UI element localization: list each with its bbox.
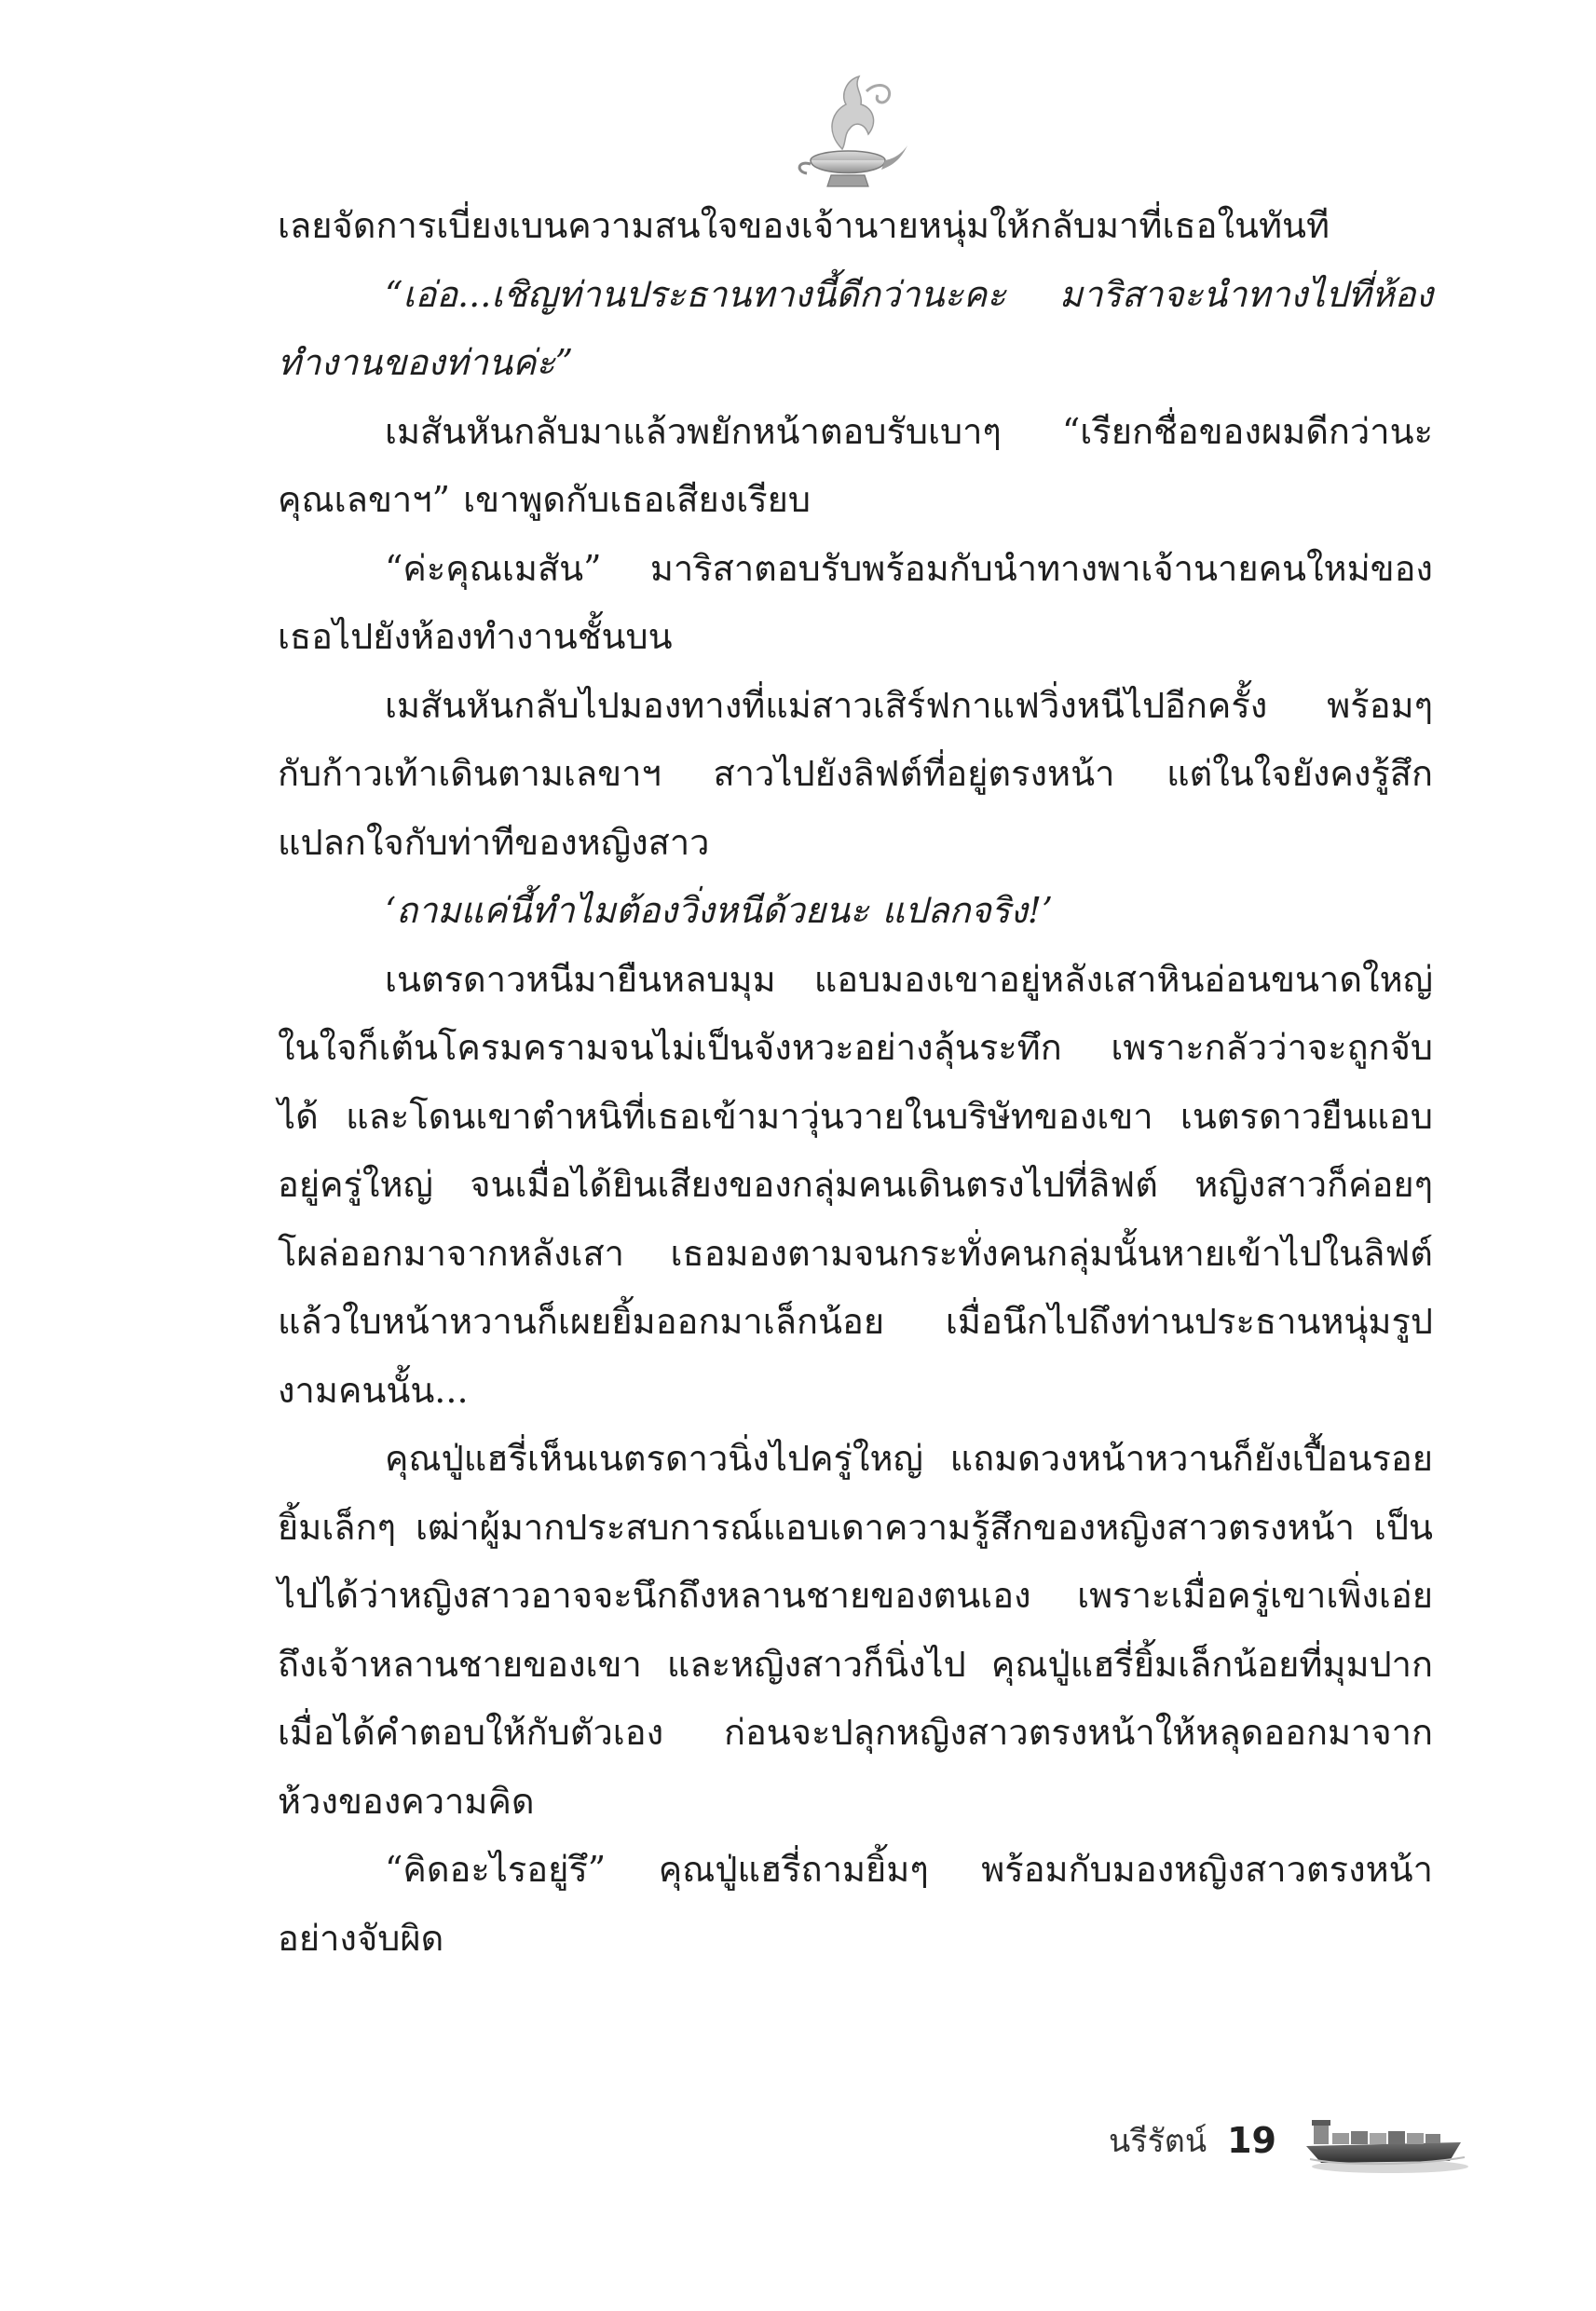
cargo-ship-icon bbox=[1301, 2105, 1468, 2176]
paragraph: เลยจัดการเบี่ยงเบนความสนใจของเจ้านายหนุ่มให้กลับมาที่เธอในทันที bbox=[278, 205, 1330, 246]
paragraph: เนตรดาวหนีมายืนหลบมุม แอบมองเขาอยู่หลังเสาหินอ่อนขนาดใหญ่ ในใจก็เต้นโครมครามจนไม่เป็นจังหวะอย่างลุ้นระทึก เพราะกลัวว่าจะถูกจับได้ และโดนเขาตำหนิที่เธอเข้ามาวุ่นวายในบริษัทของเขา เนตรดาวยืนแอบอยู่ครู่ใหญ่ จนเมื่อได้ยินเสียงของกลุ่มคนเดินตรงไปที่ลิฟต์ หญิงสาวก็ค่อยๆ โผล่ออกมาจากหลังเสา เธอมองตามจนกระทั่งคนกลุ่มนั้นหายเข้าไปในลิฟต์ แล้วใบหน้าหวานก็เผยยิ้มออกมาเล็กน้อย เมื่อนึกไปถึงท่านประธานหนุ่มรูปงามคนนั้น... bbox=[278, 958, 1433, 1411]
paragraph: “คิดอะไรอยู่รึ” คุณปู่แฮรี่ถามยิ้มๆ พร้อมกับมองหญิงสาวตรงหน้าอย่างจับผิด bbox=[278, 1849, 1433, 1959]
page-number: 19 bbox=[1227, 2120, 1276, 2161]
paragraph: “เอ่อ...เชิญท่านประธานทางนี้ดีกว่านะคะ มาริสาจะนำทางไปที่ห้องทำงานของท่านค่ะ” bbox=[278, 273, 1433, 383]
paragraph: เมสันหันกลับมาแล้วพยักหน้าตอบรับเบาๆ “เรียกชื่อของผมดีกว่านะคุณเลขาฯ” เขาพูดกับเธอเสียงเรียบ bbox=[278, 410, 1433, 520]
body-text bbox=[278, 192, 1433, 1973]
page-footer bbox=[1109, 2108, 1468, 2173]
paragraph: คุณปู่แฮรี่เห็นเนตรดาวนิ่งไปครู่ใหญ่ แถมดวงหน้าหวานก็ยังเปื้อนรอยยิ้มเล็กๆ เฒ่าผู้มากประสบการณ์แอบเดาความรู้สึกของหญิงสาวตรงหน้า เป็นไปได้ว่าหญิงสาวอาจจะนึกถึงหลานชายของตนเอง เพราะเมื่อครู่เขาเพิ่งเอ่ยถึงเจ้าหลานชายของเขา และหญิงสาวก็นิ่งไป คุณปู่แฮรี่ยิ้มเล็กน้อยที่มุมปากเมื่อได้คำตอบให้กับตัวเอง ก่อนจะปลุกหญิงสาวตรงหน้าให้หลุดออกมาจากห้วงของความคิด bbox=[278, 1438, 1433, 1822]
genie-lamp-icon bbox=[788, 67, 909, 198]
book-title: นรีรัตน์ bbox=[1109, 2123, 1207, 2160]
paragraph: เมสันหันกลับไปมองทางที่แม่สาวเสิร์ฟกาแฟวิ่งหนีไปอีกครั้ง พร้อมๆ กับก้าวเท้าเดินตามเลขาฯ สาวไปยังลิฟต์ที่อยู่ตรงหน้า แต่ในใจยังคงรู้สึกแปลกใจกับท่าทีของหญิงสาว bbox=[278, 684, 1433, 863]
paragraph: ‘ถามแค่นี้ทำไมต้องวิ่งหนีด้วยนะ แปลกจริง!’ bbox=[385, 890, 1054, 931]
paragraph: “ค่ะคุณเมสัน” มาริสาตอบรับพร้อมกับนำทางพาเจ้านายคนใหม่ของเธอไปยังห้องทำงานชั้นบน bbox=[278, 547, 1433, 657]
